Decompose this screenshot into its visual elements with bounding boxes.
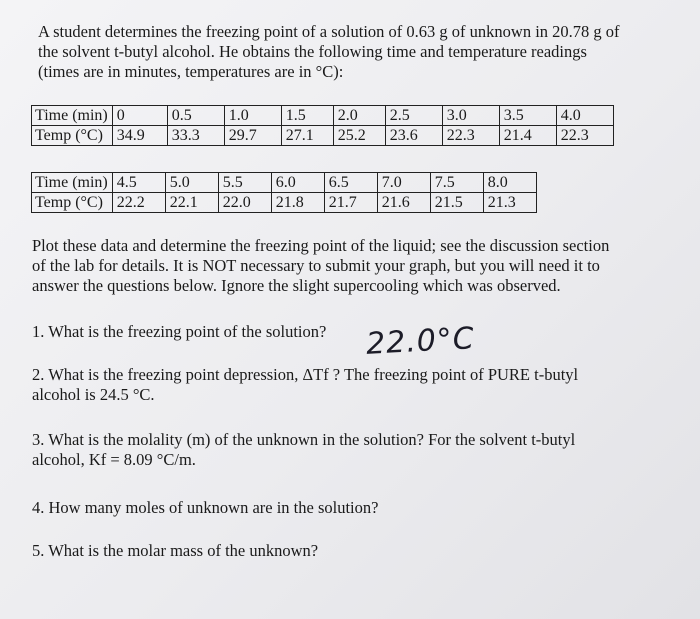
temp-label: Temp (°C) [32, 126, 113, 146]
question-text: alcohol is 24.5 °C. [32, 385, 155, 404]
instruction-line: Plot these data and determine the freezing point of the liquid; see the discussion section [32, 236, 610, 255]
temp-cell: 33.3 [167, 126, 224, 146]
temp-cell: 21.7 [324, 193, 377, 213]
time-temp-table-2 [31, 172, 537, 213]
instruction-line: answer the questions below. Ignore the slight supercooling which was observed. [32, 276, 561, 295]
time-cell: 7.5 [430, 173, 483, 193]
intro-line: the solvent t-butyl alcohol. He obtains the following time and temperature readings [38, 42, 587, 61]
question-text: 5. What is the molar mass of the unknown? [32, 541, 319, 560]
temp-cell: 22.3 [442, 126, 499, 146]
question-5 [32, 541, 692, 561]
time-cell: 1.5 [281, 106, 333, 126]
plot-instructions [32, 236, 692, 296]
temp-cell: 21.5 [430, 193, 483, 213]
time-cell: 0 [112, 106, 167, 126]
question-text: alcohol, Kf = 8.09 °C/m. [32, 450, 196, 469]
time-cell: 3.5 [499, 106, 556, 126]
time-cell: 5.0 [165, 173, 218, 193]
time-cell: 5.5 [218, 173, 271, 193]
problem-intro [38, 22, 688, 82]
question-2 [32, 365, 692, 405]
question-4 [32, 498, 692, 518]
intro-line: (times are in minutes, temperatures are in °C): [38, 62, 344, 81]
time-label: Time (min) [32, 106, 113, 126]
time-cell: 4.5 [112, 173, 165, 193]
question-text: 2. What is the freezing point depression, ΔTf ? The freezing point of PURE t-butyl [32, 365, 579, 384]
instruction-line: of the lab for details. It is NOT necessary to submit your graph, but you will need it to [32, 256, 600, 275]
time-cell: 8.0 [483, 173, 536, 193]
intro-line: A student determines the freezing point of a solution of 0.63 g of unknown in 20.78 g of [38, 22, 620, 41]
question-3 [32, 430, 692, 470]
temp-cell: 21.8 [271, 193, 324, 213]
temp-cell: 22.1 [165, 193, 218, 213]
temp-row [32, 126, 614, 146]
time-cell: 2.5 [385, 106, 442, 126]
temp-cell: 22.3 [556, 126, 613, 146]
question-1 [32, 322, 692, 342]
temp-row [32, 193, 537, 213]
time-row [32, 173, 537, 193]
time-temp-table-1 [31, 105, 614, 146]
temp-cell: 23.6 [385, 126, 442, 146]
handwritten-answer: 22.0°C [365, 321, 476, 362]
temp-label: Temp (°C) [32, 193, 113, 213]
temp-cell: 34.9 [112, 126, 167, 146]
question-text: 1. What is the freezing point of the solution? [32, 322, 327, 341]
time-cell: 0.5 [167, 106, 224, 126]
time-cell: 2.0 [333, 106, 385, 126]
time-cell: 4.0 [556, 106, 613, 126]
temp-cell: 27.1 [281, 126, 333, 146]
time-cell: 6.0 [271, 173, 324, 193]
temp-cell: 21.3 [483, 193, 536, 213]
time-cell: 3.0 [442, 106, 499, 126]
temp-cell: 21.6 [377, 193, 430, 213]
time-label: Time (min) [32, 173, 113, 193]
temp-cell: 29.7 [224, 126, 281, 146]
time-cell: 1.0 [224, 106, 281, 126]
temp-cell: 22.0 [218, 193, 271, 213]
time-cell: 6.5 [324, 173, 377, 193]
temp-cell: 25.2 [333, 126, 385, 146]
time-cell: 7.0 [377, 173, 430, 193]
temp-cell: 22.2 [112, 193, 165, 213]
question-text: 3. What is the molality (m) of the unknown in the solution? For the solvent t-butyl [32, 430, 576, 449]
temp-cell: 21.4 [499, 126, 556, 146]
question-text: 4. How many moles of unknown are in the solution? [32, 498, 379, 517]
time-row [32, 106, 614, 126]
